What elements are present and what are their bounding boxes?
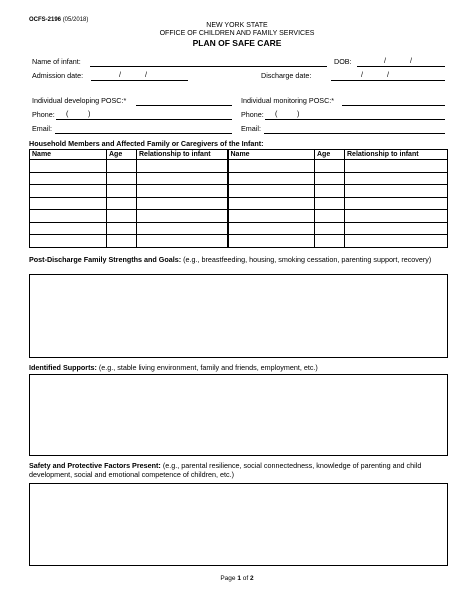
individual-monitoring-label: Individual monitoring POSC:* (241, 96, 335, 105)
strengths-heading: Post-Discharge Family Strengths and Goals: (e.g., breastfeeding, housing, smoking cessation, parenting support, recovery) (29, 255, 432, 264)
discharge-slash-1: / (361, 70, 363, 79)
discharge-date-label: Discharge date: (261, 71, 312, 80)
admission-date-label: Admission date: (32, 71, 84, 80)
cell-age-2[interactable] (315, 160, 345, 173)
table-row (30, 222, 448, 235)
phone-field-right[interactable] (265, 119, 445, 120)
cell-relationship-2[interactable] (345, 197, 448, 210)
cell-name-2[interactable] (228, 172, 315, 185)
email-label-right: Email: (241, 124, 261, 133)
page-title: PLAN OF SAFE CARE (192, 38, 282, 48)
table-row (30, 172, 448, 185)
cell-relationship-2[interactable] (345, 172, 448, 185)
cell-name-2[interactable] (228, 235, 315, 248)
dob-field[interactable] (357, 66, 445, 67)
cell-name-2[interactable] (228, 222, 315, 235)
phone-field-left[interactable] (56, 119, 232, 120)
col-age-2: Age (315, 150, 345, 160)
phone-label-right: Phone: (241, 110, 264, 119)
cell-relationship-1[interactable] (137, 197, 228, 210)
cell-relationship-1[interactable] (137, 222, 228, 235)
table-row (30, 235, 448, 248)
col-name-2: Name (228, 150, 315, 160)
cell-age-1[interactable] (107, 185, 137, 198)
cell-age-2[interactable] (315, 197, 345, 210)
phone-paren-close-right: ) (297, 109, 300, 118)
cell-relationship-1[interactable] (137, 235, 228, 248)
supports-textarea[interactable] (29, 374, 448, 456)
supports-heading: Identified Supports: (e.g., stable living environment, family and friends, employment, etc.) (29, 363, 318, 372)
cell-relationship-2[interactable] (345, 210, 448, 223)
safety-textarea[interactable] (29, 483, 448, 566)
col-relationship-1: Relationship to infant (137, 150, 228, 160)
email-field-right[interactable] (264, 133, 445, 134)
cell-name-1[interactable] (30, 235, 107, 248)
cell-name-2[interactable] (228, 160, 315, 173)
admission-slash-1: / (119, 70, 121, 79)
page-number: Page 1 of 2 (220, 575, 254, 582)
cell-name-1[interactable] (30, 172, 107, 185)
household-title: Household Members and Affected Family or Caregivers of the Infant: (29, 139, 264, 148)
name-of-infant-field[interactable] (90, 66, 327, 67)
phone-paren-close-left: ) (88, 109, 91, 118)
col-relationship-2: Relationship to infant (345, 150, 448, 160)
cell-age-2[interactable] (315, 235, 345, 248)
cell-name-1[interactable] (30, 210, 107, 223)
individual-developing-label: Individual developing POSC:* (32, 96, 127, 105)
household-header-row (30, 150, 448, 160)
cell-age-1[interactable] (107, 222, 137, 235)
cell-relationship-1[interactable] (137, 160, 228, 173)
cell-name-1[interactable] (30, 197, 107, 210)
cell-name-1[interactable] (30, 185, 107, 198)
dob-slash-2: / (410, 56, 412, 65)
cell-age-2[interactable] (315, 210, 345, 223)
email-field-left[interactable] (55, 133, 232, 134)
cell-relationship-1[interactable] (137, 172, 228, 185)
table-row (30, 160, 448, 173)
household-table (29, 149, 448, 248)
cell-relationship-1[interactable] (137, 210, 228, 223)
cell-age-1[interactable] (107, 160, 137, 173)
strengths-textarea[interactable] (29, 274, 448, 358)
cell-age-1[interactable] (107, 197, 137, 210)
cell-age-1[interactable] (107, 210, 137, 223)
phone-paren-open-right: ( (275, 109, 278, 118)
email-label-left: Email: (32, 124, 52, 133)
table-row (30, 197, 448, 210)
table-row (30, 185, 448, 198)
cell-relationship-2[interactable] (345, 222, 448, 235)
form-number: OCFS-2196 (05/2018) (29, 17, 89, 23)
col-name-1: Name (30, 150, 107, 160)
agency-state: NEW YORK STATE (206, 22, 268, 29)
cell-name-1[interactable] (30, 160, 107, 173)
cell-age-1[interactable] (107, 235, 137, 248)
cell-relationship-2[interactable] (345, 235, 448, 248)
dob-slash-1: / (384, 56, 386, 65)
individual-developing-field[interactable] (136, 105, 232, 106)
cell-relationship-2[interactable] (345, 160, 448, 173)
cell-name-2[interactable] (228, 197, 315, 210)
cell-age-2[interactable] (315, 172, 345, 185)
table-row (30, 210, 448, 223)
cell-name-2[interactable] (228, 210, 315, 223)
col-age-1: Age (107, 150, 137, 160)
admission-date-field[interactable] (91, 80, 188, 81)
cell-age-2[interactable] (315, 222, 345, 235)
cell-name-1[interactable] (30, 222, 107, 235)
cell-name-2[interactable] (228, 185, 315, 198)
cell-age-1[interactable] (107, 172, 137, 185)
discharge-slash-2: / (387, 70, 389, 79)
admission-slash-2: / (145, 70, 147, 79)
individual-monitoring-field[interactable] (342, 105, 445, 106)
safety-heading: Safety and Protective Factors Present: (e.g., parental resilience, social connectedness, knowledge of parenting and child development, social and emotional competence of children, etc.) (29, 461, 422, 479)
cell-relationship-2[interactable] (345, 185, 448, 198)
phone-paren-open-left: ( (66, 109, 69, 118)
discharge-date-field[interactable] (331, 80, 445, 81)
cell-age-2[interactable] (315, 185, 345, 198)
name-of-infant-label: Name of infant: (32, 57, 81, 66)
cell-relationship-1[interactable] (137, 185, 228, 198)
agency-name: OFFICE OF CHILDREN AND FAMILY SERVICES (159, 30, 315, 37)
phone-label-left: Phone: (32, 110, 55, 119)
dob-label: DOB: (334, 57, 352, 66)
